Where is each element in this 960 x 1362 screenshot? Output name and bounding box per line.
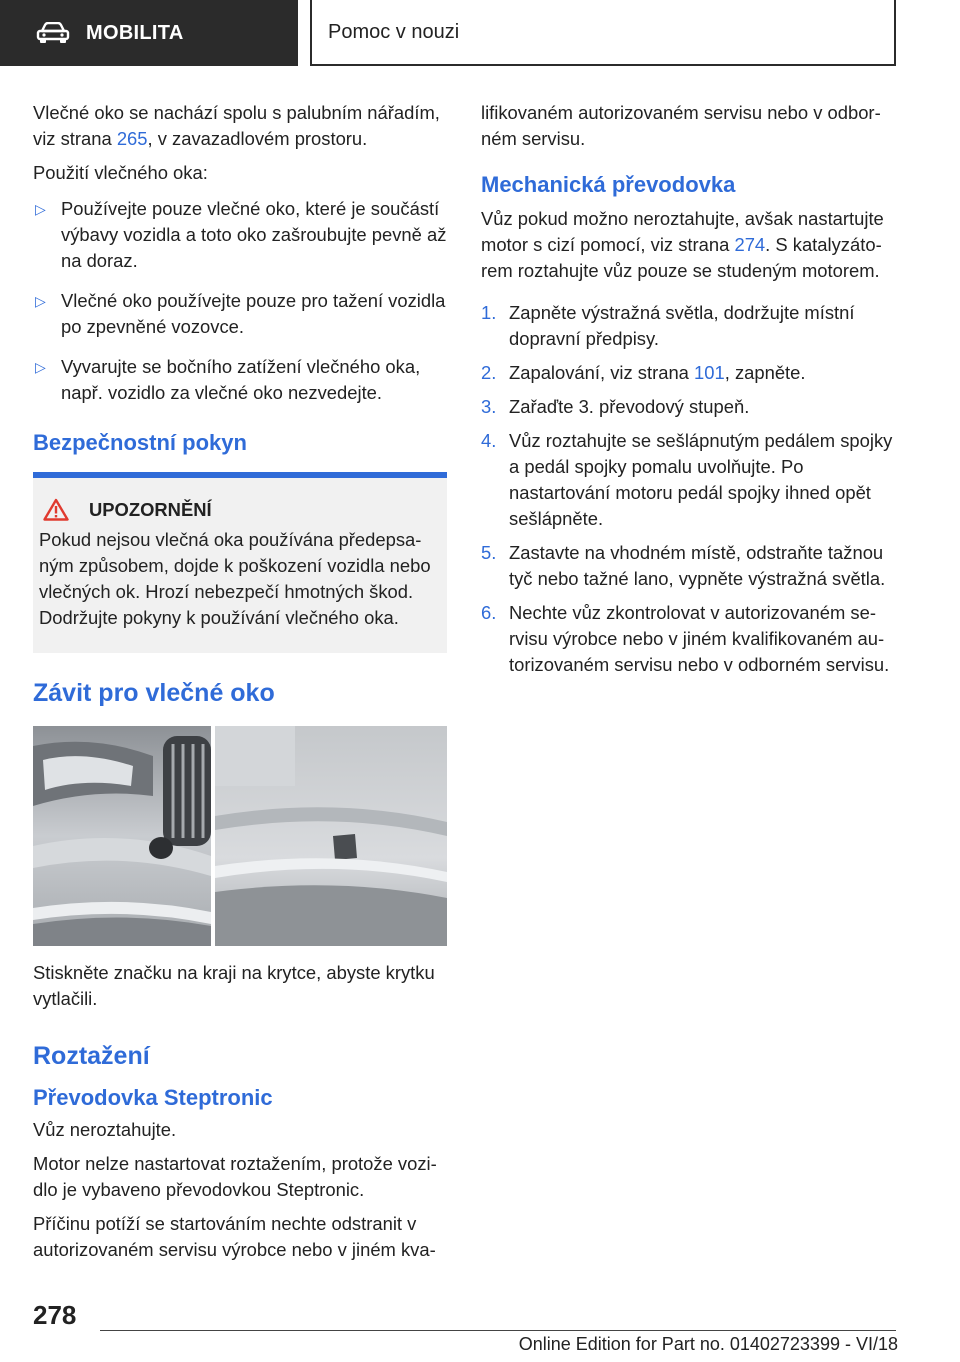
page-link-265[interactable]: 265 [116, 128, 148, 149]
warning-box [33, 478, 447, 653]
list-item: 5. Zastavte na vhodném místě, odstraňte tažnou tyč nebo tažné lano, vypněte výstražná světla. [481, 542, 886, 589]
warning-triangle-icon [43, 498, 69, 521]
list-item: 4. Vůz roztahujte se sešlápnutým pedálem spojky a pedál spojky pomalu uvolňujte. Po nastartování motoru pedál spojky ihned opět sešlápněte. [481, 430, 893, 529]
page-link-274[interactable]: 274 [734, 234, 766, 255]
image-caption: Stiskněte značku na kraji na krytce, abyste krytku vytlačili. [33, 962, 435, 1009]
list-item: ▷ Vyvarujte se bočního zatížení vlečného oka, např. vozidlo za vlečné oko nezvedejte. [35, 356, 421, 403]
steptronic-p2: Motor nelze nastartovat roztažením, protože vozidlo je vybaveno převodovkou Steptronic. [33, 1153, 437, 1200]
warning-body: Pokud nejsou vlečná oka používána předepsaným způsobem, dojde k poškození vozidla nebo vlečných ok. Hrozí nebezpečí hmotných škod. Dodržujte pokyny k používání vlečného oka. [39, 529, 431, 628]
section-label: MOBILITA [86, 21, 184, 44]
front-bumper-image [33, 726, 211, 946]
manual-intro: Vůz pokud možno neroztahujte, avšak nastartujte motor s cizí pomocí, viz strana 274. S katalyzátorem roztahujte vůz pouze se studeným motorem. [481, 208, 884, 281]
chapter-tab [310, 0, 896, 66]
list-item: ▷ Používejte pouze vlečné oko, které je součástí výbavy vozidla a toto oko zašroubujte pevně až na doraz. [35, 198, 447, 271]
list-item: ▷ Vlečné oko používejte pouze pro tažení vozidla po zpevněné vozovce. [35, 290, 446, 337]
page-number: 278 [33, 1300, 77, 1330]
right-column [481, 100, 895, 686]
page-link-101[interactable]: 101 [694, 362, 725, 383]
use-heading: Použití vlečného oka: [33, 162, 208, 183]
bumper-closeup-image [215, 726, 447, 946]
warning-title: UPOZORNĚNÍ [39, 498, 441, 521]
list-item: 1. Zapněte výstražná světla, dodržujte místní dopravní předpisy. [481, 302, 855, 349]
list-item: 2. Zapalování, viz strana 101, zapněte. [481, 362, 806, 383]
triangle-bullet-icon: ▷ [35, 293, 46, 309]
tow-eye-photo [33, 726, 447, 946]
edition-text: Online Edition for Part no. 01402723399 - VI/18 [518, 1334, 898, 1354]
usage-list [33, 196, 447, 406]
manual-heading: Mechanická převodovka [481, 172, 736, 197]
steps-list [481, 300, 895, 678]
left-column [33, 100, 447, 1271]
steptronic-heading: Převodovka Steptronic [33, 1085, 273, 1110]
section-tab [0, 0, 298, 66]
safety-heading: Bezpečnostní pokyn [33, 430, 247, 455]
continuation-paragraph: lifikovaném autorizovaném servisu nebo v odborném servisu. [481, 102, 881, 149]
steptronic-p3: Příčinu potíží se startováním nechte odstranit v autorizovaném servisu výrobce nebo v jiném kva- [33, 1213, 436, 1260]
steptronic-p1: Vůz neroztahujte. [33, 1119, 177, 1140]
chapter-label: Pomoc v nouzi [328, 20, 460, 43]
intro-paragraph: Vlečné oko se nachází spolu s palubním nářadím, viz strana 265, v zavazadlovém prostoru. [33, 102, 440, 149]
thread-heading: Závit pro vlečné oko [33, 679, 275, 707]
push-heading: Roztažení [33, 1042, 150, 1070]
list-item: 6. Nechte vůz zkontrolovat v autorizovaném servisu výrobce nebo v jiném kvalifikovaném autorizovaném servisu nebo v odborném servisu. [481, 602, 890, 675]
triangle-bullet-icon: ▷ [35, 359, 46, 375]
triangle-bullet-icon: ▷ [35, 201, 46, 217]
list-item: 3. Zařaďte 3. převodový stupeň. [481, 396, 750, 417]
page-header [0, 0, 960, 66]
footer-divider [100, 1330, 896, 1331]
car-icon [36, 22, 70, 44]
